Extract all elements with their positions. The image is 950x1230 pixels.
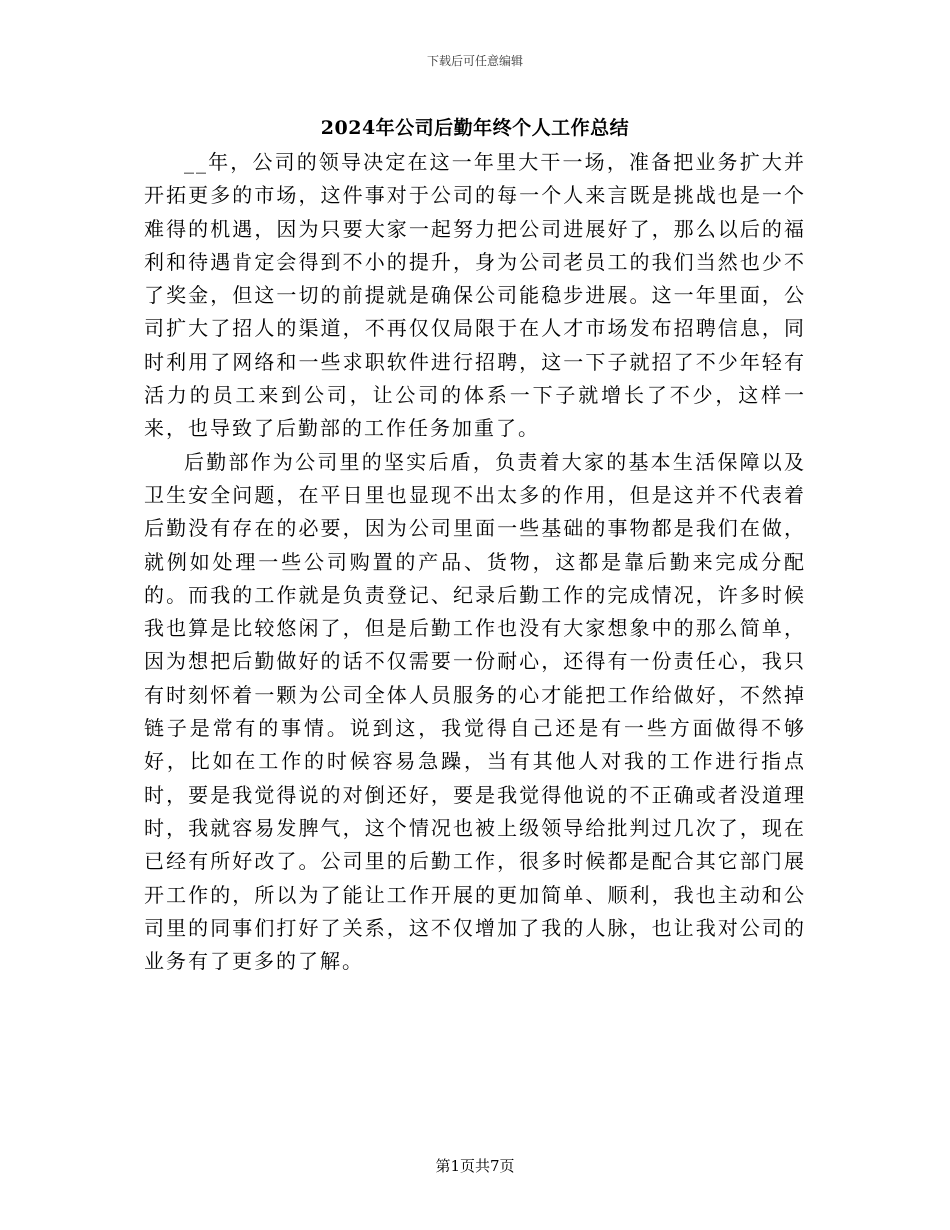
paragraph-2: 后勤部作为公司里的坚实后盾，负责着大家的基本生活保障以及卫生安全问题，在平日里也显现不出太多的作用，但是这并不代表着后勤没有存在的必要，因为公司里面一些基础的事物都是我们在做，就例如处理一些公司购置的产品、货物，这都是靠后勤来完成分配的。而我的工作就是负责登记、纪录后勤工作的完成情况，许多时候我也算是比较悠闲了，但是后勤工作也没有大家想象中的那么简单，因为想把后勤做好的话不仅需要一份耐心，还得有一份责任心，我只有时刻怀着一颗为公司全体人员服务的心才能把工作给做好，不然掉链子是常有的事情。说到这，我觉得自己还是有一些方面做得不够好，比如在工作的时候容易急躁，当有其他人对我的工作进行指点时，要是我觉得说的对倒还好，要是我觉得他说的不正确或者没道理时，我就容易发脾气，这个情况也被上级领导给批判过几次了，现在已经有所好改了。公司里的后勤工作，很多时候都是配合其它部门展开工作的，所以为了能让工作开展的更加简单、顺利，我也主动和公司里的同事们打好了关系，这不仅增加了我的人脉，也让我对公司的业务有了更多的了解。 — [144, 449, 806, 974]
paragraph-1: __年，公司的领导决定在这一年里大干一场，准备把业务扩大并开拓更多的市场，这件事对于公司的每一个人来言既是挑战也是一个难得的机遇，因为只要大家一起努力把公司进展好了，那么以后的福利和待遇肯定会得到不小的提升，身为公司老员工的我们当然也少不了奖金，但这一切的前提就是确保公司能稳步进展。这一年里面，公司扩大了招人的渠道，不再仅仅局限于在人才市场发布招聘信息，同时利用了网络和一些求职软件进行招聘，这一下子就招了不少年轻有活力的员工来到公司，让公司的体系一下子就增长了不少，这样一来，也导致了后勤部的工作任务加重了。 — [144, 150, 806, 441]
document-body — [144, 146, 806, 978]
document-title: 2024年公司后勤年终个人工作总结 — [320, 117, 630, 139]
page-header-note: 下载后可任意编辑 — [426, 54, 523, 68]
page-number-footer: 第1页共7页 — [435, 1157, 515, 1175]
